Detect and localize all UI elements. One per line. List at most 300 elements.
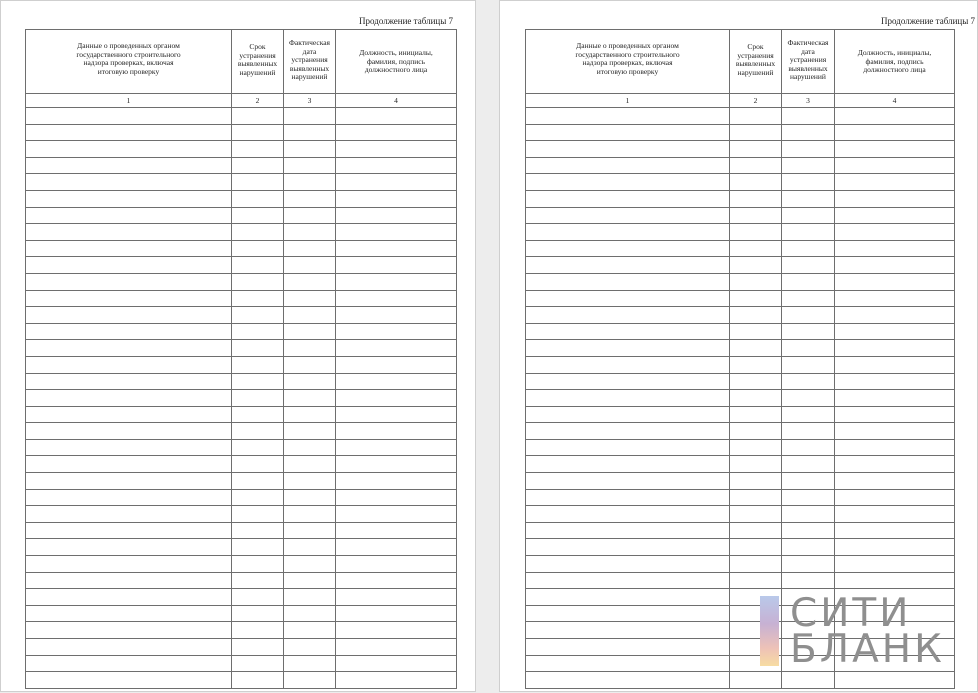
table-cell[interactable]	[336, 323, 457, 340]
table-row	[526, 423, 955, 440]
table-cell[interactable]	[284, 340, 336, 357]
table-cell[interactable]	[782, 390, 835, 407]
table-cell[interactable]	[835, 323, 955, 340]
table-cell[interactable]	[284, 224, 336, 241]
table-row	[26, 290, 457, 307]
table-cell[interactable]	[232, 589, 284, 606]
table-cell[interactable]	[336, 506, 457, 523]
table-cell[interactable]	[730, 506, 782, 523]
table-cell[interactable]	[730, 439, 782, 456]
table-cell[interactable]	[232, 406, 284, 423]
table-cell[interactable]	[232, 539, 284, 556]
table-cell[interactable]	[730, 124, 782, 141]
table-cell[interactable]	[26, 108, 232, 125]
table-cell[interactable]	[835, 273, 955, 290]
table-cell[interactable]	[835, 224, 955, 241]
table-cell[interactable]	[526, 556, 730, 573]
table-cell[interactable]	[26, 190, 232, 207]
table-cell[interactable]	[26, 207, 232, 224]
table-body	[26, 108, 457, 689]
table-cell[interactable]	[526, 439, 730, 456]
table-cell[interactable]	[336, 539, 457, 556]
table-cell[interactable]	[730, 240, 782, 257]
table-cell[interactable]	[835, 373, 955, 390]
table-cell[interactable]	[26, 522, 232, 539]
table-cell[interactable]	[26, 506, 232, 523]
column-number-row	[526, 94, 955, 108]
table-cell[interactable]	[526, 489, 730, 506]
table-cell[interactable]	[26, 672, 232, 689]
table-cell[interactable]	[835, 290, 955, 307]
table-cell[interactable]	[26, 489, 232, 506]
table-cell[interactable]	[284, 141, 336, 158]
table-cell[interactable]	[336, 622, 457, 639]
table-cell[interactable]	[284, 190, 336, 207]
table-row	[26, 423, 457, 440]
table-cell[interactable]	[782, 307, 835, 324]
table-cell[interactable]	[730, 539, 782, 556]
table-cell[interactable]	[26, 340, 232, 357]
table-cell[interactable]	[730, 473, 782, 490]
table-cell[interactable]	[526, 622, 730, 639]
table-cell[interactable]	[336, 108, 457, 125]
table-cell[interactable]	[730, 323, 782, 340]
table-cell[interactable]	[526, 124, 730, 141]
table-cell[interactable]	[730, 174, 782, 191]
table-cell[interactable]	[835, 141, 955, 158]
table-cell[interactable]	[26, 141, 232, 158]
table-cell[interactable]	[835, 489, 955, 506]
table-cell[interactable]	[835, 572, 955, 589]
table-cell[interactable]	[26, 423, 232, 440]
table-row	[526, 323, 955, 340]
table-cell[interactable]	[336, 157, 457, 174]
table-cell[interactable]	[526, 257, 730, 274]
table-cell[interactable]	[336, 141, 457, 158]
table-cell[interactable]	[526, 473, 730, 490]
table-cell[interactable]	[26, 589, 232, 606]
table-cell[interactable]	[284, 506, 336, 523]
table-cell[interactable]	[835, 539, 955, 556]
table-cell[interactable]	[284, 456, 336, 473]
right-page	[499, 0, 978, 692]
header-row	[526, 30, 955, 94]
table-cell[interactable]	[232, 506, 284, 523]
table-cell[interactable]	[526, 390, 730, 407]
table-cell[interactable]	[284, 622, 336, 639]
table-cell[interactable]	[284, 356, 336, 373]
table-cell[interactable]	[26, 655, 232, 672]
table-cell[interactable]	[526, 423, 730, 440]
table-cell[interactable]	[336, 406, 457, 423]
table-cell[interactable]	[336, 224, 457, 241]
table-cell[interactable]	[782, 373, 835, 390]
table-cell[interactable]	[526, 572, 730, 589]
table-cell[interactable]	[782, 556, 835, 573]
table-cell[interactable]	[526, 406, 730, 423]
table-cell[interactable]	[232, 224, 284, 241]
table-cell[interactable]	[26, 273, 232, 290]
table-cell[interactable]	[232, 157, 284, 174]
table-cell[interactable]	[730, 307, 782, 324]
table-cell[interactable]	[284, 240, 336, 257]
table-row	[26, 572, 457, 589]
table-cell[interactable]	[730, 207, 782, 224]
table-cell[interactable]	[26, 439, 232, 456]
table-cell[interactable]	[782, 207, 835, 224]
table-cell[interactable]	[526, 224, 730, 241]
table-cell[interactable]	[835, 157, 955, 174]
table-cell[interactable]	[526, 539, 730, 556]
table-cell[interactable]	[232, 423, 284, 440]
table-cell[interactable]	[526, 639, 730, 656]
table-cell[interactable]	[782, 141, 835, 158]
column-number-row	[26, 94, 457, 108]
table-cell[interactable]	[730, 556, 782, 573]
table-cell[interactable]	[26, 390, 232, 407]
table-cell[interactable]	[526, 589, 730, 606]
table-cell[interactable]	[526, 522, 730, 539]
table-cell[interactable]	[26, 157, 232, 174]
table-cell[interactable]	[835, 473, 955, 490]
table-cell[interactable]	[835, 522, 955, 539]
table-cell[interactable]	[782, 124, 835, 141]
table-cell[interactable]	[782, 506, 835, 523]
table-cell[interactable]	[284, 589, 336, 606]
logo-gradient-bar	[760, 596, 779, 666]
table-cell[interactable]	[835, 340, 955, 357]
table-cell[interactable]	[526, 108, 730, 125]
table-cell[interactable]	[782, 489, 835, 506]
table-cell[interactable]	[336, 257, 457, 274]
table-cell[interactable]	[26, 622, 232, 639]
table-cell[interactable]	[284, 174, 336, 191]
table-cell[interactable]	[284, 273, 336, 290]
table-cell[interactable]	[336, 489, 457, 506]
table-cell[interactable]	[730, 356, 782, 373]
table-cell[interactable]	[782, 473, 835, 490]
table-cell[interactable]	[526, 373, 730, 390]
table-cell[interactable]	[284, 373, 336, 390]
table-cell[interactable]	[284, 572, 336, 589]
table-cell[interactable]	[526, 605, 730, 622]
table-row	[26, 622, 457, 639]
table-cell[interactable]	[232, 141, 284, 158]
table-row	[26, 190, 457, 207]
table-cell[interactable]	[232, 290, 284, 307]
table-cell[interactable]	[782, 423, 835, 440]
table-cell[interactable]	[336, 273, 457, 290]
table-cell[interactable]	[526, 141, 730, 158]
table-cell[interactable]	[835, 356, 955, 373]
table-cell[interactable]	[835, 672, 955, 689]
table-cell[interactable]	[232, 655, 284, 672]
table-cell[interactable]	[835, 439, 955, 456]
table-cell[interactable]	[26, 639, 232, 656]
table-cell[interactable]	[730, 190, 782, 207]
table-cell[interactable]	[284, 207, 336, 224]
table-cell[interactable]	[232, 672, 284, 689]
table-cell[interactable]	[232, 605, 284, 622]
table-row	[526, 522, 955, 539]
table-cell[interactable]	[232, 439, 284, 456]
table-cell[interactable]	[526, 456, 730, 473]
table-row	[526, 556, 955, 573]
table-cell[interactable]	[232, 556, 284, 573]
table-cell[interactable]	[730, 290, 782, 307]
table-row	[526, 273, 955, 290]
table-cell[interactable]	[26, 307, 232, 324]
table-cell[interactable]	[526, 290, 730, 307]
table-cell[interactable]	[336, 307, 457, 324]
table-cell[interactable]	[730, 489, 782, 506]
table-row	[26, 406, 457, 423]
table-cell[interactable]	[284, 323, 336, 340]
table-cell[interactable]	[336, 390, 457, 407]
table-cell[interactable]	[336, 639, 457, 656]
table-cell[interactable]	[232, 273, 284, 290]
table-cell[interactable]	[284, 639, 336, 656]
table-row	[26, 539, 457, 556]
table-cell[interactable]	[26, 406, 232, 423]
table-cell[interactable]	[284, 307, 336, 324]
table-cell[interactable]	[284, 489, 336, 506]
table-row	[26, 323, 457, 340]
table-cell[interactable]	[526, 157, 730, 174]
table-cell[interactable]	[336, 174, 457, 191]
table-cell[interactable]	[284, 556, 336, 573]
table-row	[26, 273, 457, 290]
table-cell[interactable]	[284, 290, 336, 307]
table-row	[26, 605, 457, 622]
table-cell[interactable]	[835, 240, 955, 257]
table-cell[interactable]	[26, 539, 232, 556]
table-cell[interactable]	[526, 672, 730, 689]
table-cell[interactable]	[232, 323, 284, 340]
table-row	[26, 522, 457, 539]
table-cell[interactable]	[284, 605, 336, 622]
table-cell[interactable]	[526, 174, 730, 191]
column-number: 2	[232, 94, 284, 108]
table-cell[interactable]	[284, 423, 336, 440]
table-row	[26, 489, 457, 506]
table-cell[interactable]	[232, 190, 284, 207]
column-number: 3	[782, 94, 835, 108]
table-cell[interactable]	[232, 307, 284, 324]
table-cell[interactable]	[26, 605, 232, 622]
table-cell[interactable]	[730, 257, 782, 274]
table-cell[interactable]	[835, 423, 955, 440]
table-cell[interactable]	[782, 406, 835, 423]
table-cell[interactable]	[782, 108, 835, 125]
table-cell[interactable]	[526, 340, 730, 357]
table-cell[interactable]	[232, 456, 284, 473]
table-cell[interactable]	[26, 323, 232, 340]
table-cell[interactable]	[336, 423, 457, 440]
table-cell[interactable]	[526, 240, 730, 257]
table-cell[interactable]	[26, 556, 232, 573]
table-cell[interactable]	[336, 589, 457, 606]
column-header-official: Должность, инициалы, фамилия, подпись должностного лица	[336, 30, 457, 94]
table-cell[interactable]	[284, 539, 336, 556]
table-cell[interactable]	[526, 273, 730, 290]
table-cell[interactable]	[835, 108, 955, 125]
table-cell[interactable]	[336, 556, 457, 573]
table-cell[interactable]	[730, 108, 782, 125]
table-cell[interactable]	[782, 340, 835, 357]
table-cell[interactable]	[730, 456, 782, 473]
table-cell[interactable]	[835, 556, 955, 573]
table-cell[interactable]	[730, 572, 782, 589]
table-cell[interactable]	[232, 124, 284, 141]
table-cell[interactable]	[26, 240, 232, 257]
table-cell[interactable]	[26, 124, 232, 141]
table-cell[interactable]	[782, 224, 835, 241]
table-cell[interactable]	[336, 672, 457, 689]
table-cell[interactable]	[232, 473, 284, 490]
table-cell[interactable]	[526, 323, 730, 340]
table-cell[interactable]	[284, 473, 336, 490]
table-cell[interactable]	[336, 473, 457, 490]
table-cell[interactable]	[284, 124, 336, 141]
table-cell[interactable]	[336, 572, 457, 589]
table-cell[interactable]	[26, 257, 232, 274]
table-cell[interactable]	[782, 174, 835, 191]
table-cell[interactable]	[26, 356, 232, 373]
table-cell[interactable]	[284, 157, 336, 174]
table-cell[interactable]	[336, 605, 457, 622]
table-cell[interactable]	[835, 456, 955, 473]
table-cell[interactable]	[232, 240, 284, 257]
table-row	[526, 406, 955, 423]
table-row	[26, 390, 457, 407]
table-cell[interactable]	[26, 224, 232, 241]
table-row	[526, 439, 955, 456]
table-cell[interactable]	[730, 390, 782, 407]
table-cell[interactable]	[835, 124, 955, 141]
table-cell[interactable]	[336, 124, 457, 141]
table-cell[interactable]	[232, 639, 284, 656]
table-cell[interactable]	[526, 655, 730, 672]
table-cell[interactable]	[284, 390, 336, 407]
table-cell[interactable]	[835, 174, 955, 191]
table-cell[interactable]	[835, 207, 955, 224]
table-cell[interactable]	[730, 273, 782, 290]
table-cell[interactable]	[526, 506, 730, 523]
table-cell[interactable]	[336, 522, 457, 539]
table-cell[interactable]	[232, 489, 284, 506]
table-cell[interactable]	[26, 174, 232, 191]
table-cell[interactable]	[26, 473, 232, 490]
table-cell[interactable]	[730, 157, 782, 174]
table-cell[interactable]	[232, 207, 284, 224]
table-cell[interactable]	[232, 108, 284, 125]
table-cell[interactable]	[526, 356, 730, 373]
table-cell[interactable]	[336, 356, 457, 373]
table-cell[interactable]	[835, 190, 955, 207]
table-cell[interactable]	[782, 157, 835, 174]
table-cell[interactable]	[526, 190, 730, 207]
table-cell[interactable]	[284, 108, 336, 125]
table-cell[interactable]	[526, 207, 730, 224]
table-cell[interactable]	[336, 456, 457, 473]
table-cell[interactable]	[835, 257, 955, 274]
table-cell[interactable]	[284, 522, 336, 539]
table-cell[interactable]	[336, 655, 457, 672]
table-cell[interactable]	[232, 522, 284, 539]
table-row	[26, 207, 457, 224]
table-cell[interactable]	[284, 257, 336, 274]
table-cell[interactable]	[782, 323, 835, 340]
table-cell[interactable]	[232, 572, 284, 589]
table-cell[interactable]	[730, 224, 782, 241]
table-cell[interactable]	[232, 356, 284, 373]
table-cell[interactable]	[336, 207, 457, 224]
inspection-table	[25, 29, 457, 689]
table-cell[interactable]	[730, 340, 782, 357]
table-cell[interactable]	[26, 290, 232, 307]
table-cell[interactable]	[835, 506, 955, 523]
table-cell[interactable]	[782, 522, 835, 539]
table-cell[interactable]	[336, 373, 457, 390]
table-cell[interactable]	[730, 141, 782, 158]
table-cell[interactable]	[782, 572, 835, 589]
table-cell[interactable]	[835, 406, 955, 423]
table-cell[interactable]	[232, 373, 284, 390]
table-cell[interactable]	[782, 273, 835, 290]
table-cell[interactable]	[782, 190, 835, 207]
table-cell[interactable]	[284, 406, 336, 423]
table-cell[interactable]	[782, 672, 835, 689]
table-cell[interactable]	[730, 423, 782, 440]
table-cell[interactable]	[782, 257, 835, 274]
table-cell[interactable]	[336, 190, 457, 207]
table-cell[interactable]	[782, 456, 835, 473]
table-cell[interactable]	[284, 655, 336, 672]
table-cell[interactable]	[336, 290, 457, 307]
table-cell[interactable]	[526, 307, 730, 324]
table-cell[interactable]	[26, 373, 232, 390]
table-cell[interactable]	[336, 240, 457, 257]
table-cell[interactable]	[232, 257, 284, 274]
table-cell[interactable]	[782, 539, 835, 556]
table-row	[526, 240, 955, 257]
table-cell[interactable]	[835, 307, 955, 324]
table-cell[interactable]	[232, 174, 284, 191]
table-row	[526, 190, 955, 207]
table-cell[interactable]	[232, 622, 284, 639]
table-cell[interactable]	[232, 390, 284, 407]
table-cell[interactable]	[232, 340, 284, 357]
table-cell[interactable]	[782, 240, 835, 257]
table-cell[interactable]	[336, 439, 457, 456]
table-row	[526, 456, 955, 473]
table-cell[interactable]	[782, 439, 835, 456]
table-cell[interactable]	[730, 373, 782, 390]
table-cell[interactable]	[336, 340, 457, 357]
table-cell[interactable]	[835, 390, 955, 407]
table-cell[interactable]	[782, 290, 835, 307]
table-cell[interactable]	[284, 672, 336, 689]
table-cell[interactable]	[26, 456, 232, 473]
table-cell[interactable]	[26, 572, 232, 589]
table-cell[interactable]	[730, 522, 782, 539]
table-row	[526, 340, 955, 357]
table-cell[interactable]	[284, 439, 336, 456]
table-cell[interactable]	[782, 356, 835, 373]
table-cell[interactable]	[730, 406, 782, 423]
table-cell[interactable]	[730, 672, 782, 689]
